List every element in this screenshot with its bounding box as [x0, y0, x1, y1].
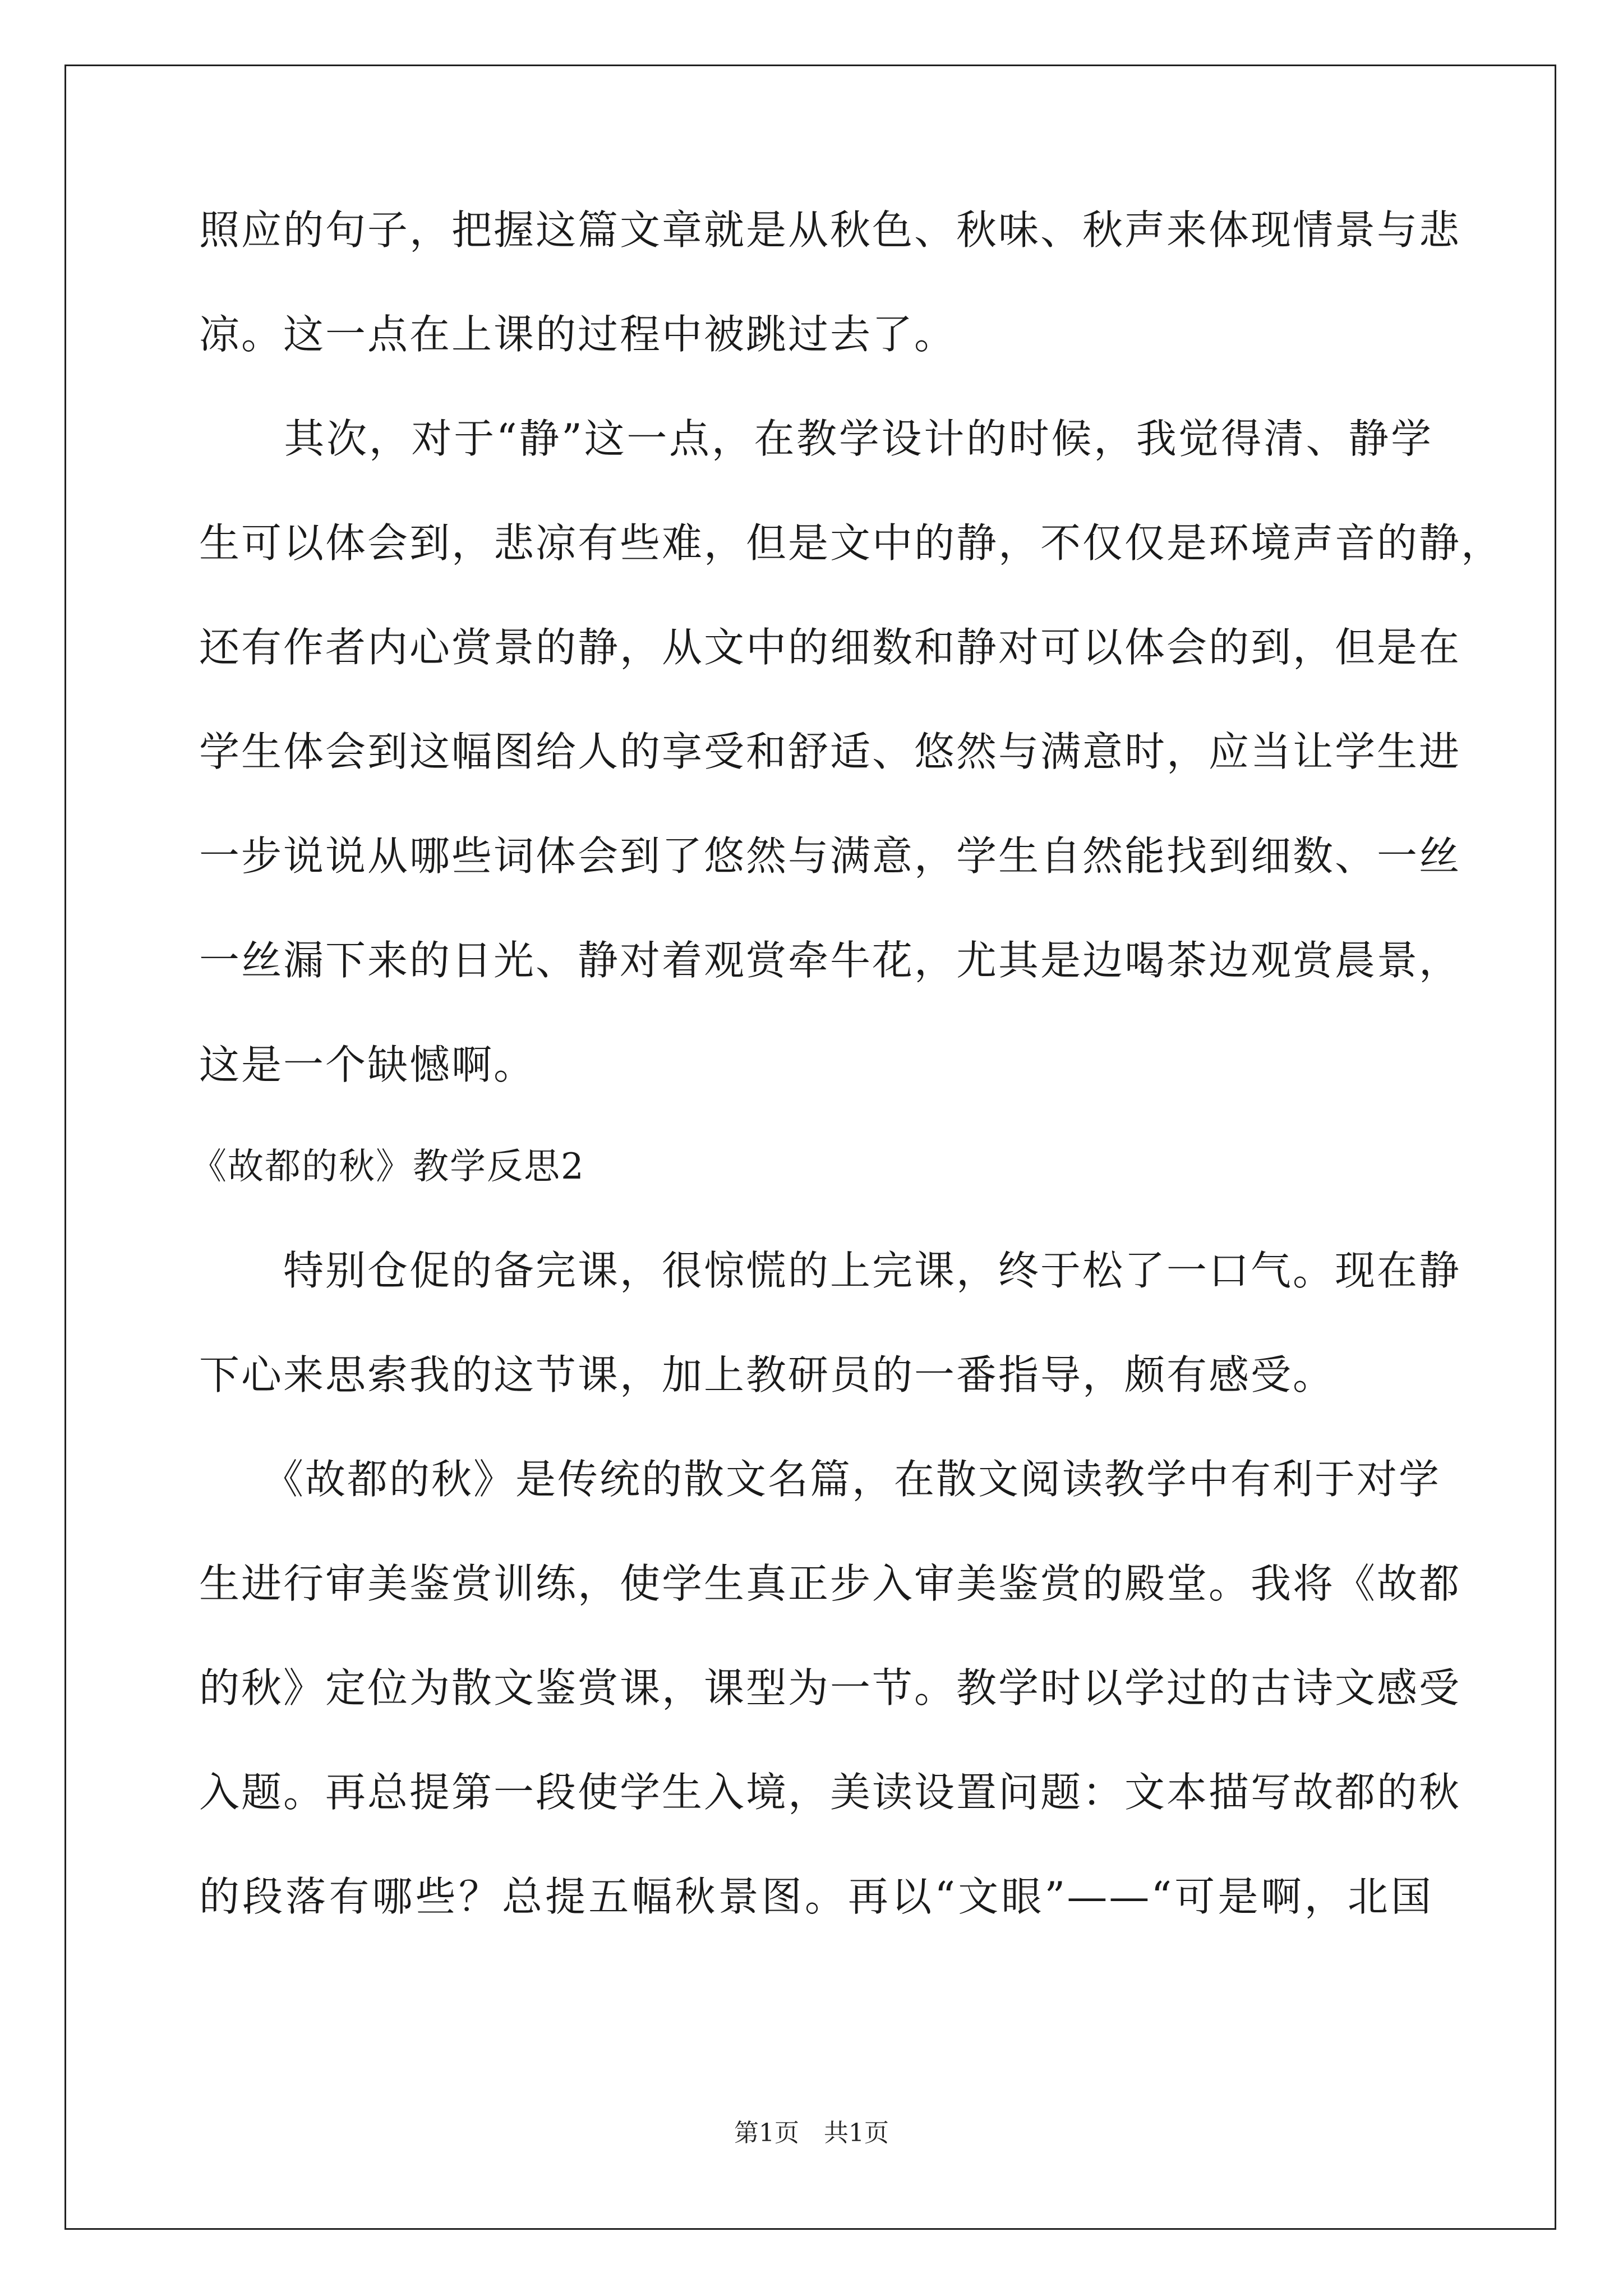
text-line: 还有作者内心赏景的静，从文中的细数和静对可以体会的到，但是在: [199, 624, 1461, 671]
text-line: 下心来思索我的这节课，加上教研员的一番指导，颇有感受。: [199, 1351, 1335, 1398]
text-line: 的段落有哪些？总提五幅秋景图。再以“文眼”——“可是啊，北国: [199, 1873, 1433, 1920]
text-line: 生可以体会到，悲凉有些难，但是文中的静，不仅仅是环境声音的静，: [199, 519, 1504, 567]
text-line: 这是一个缺憾啊。: [199, 1041, 536, 1088]
text-line: 一丝漏下来的日光、静对着观赏牵牛花，尤其是边喝茶边观赏晨景，: [199, 937, 1461, 984]
text-line: 入题。再总提第一段使学生入境，美读设置问题：文本描写故都的秋: [199, 1769, 1461, 1816]
text-line: 学生体会到这幅图给人的享受和舒适、悠然与满意时，应当让学生进: [199, 728, 1461, 775]
text-line: 其次，对于“静”这一点，在教学设计的时候，我觉得清、静学: [199, 415, 1433, 462]
text-line: 生进行审美鉴赏训练，使学生真正步入审美鉴赏的殿堂。我将《故都: [199, 1560, 1461, 1607]
text-line: 照应的句子，把握这篇文章就是从秋色、秋味、秋声来体现情景与悲: [199, 206, 1461, 254]
text-line: 的秋》定位为散文鉴赏课，课型为一节。教学时以学过的古诗文感受: [199, 1664, 1461, 1711]
page-footer: 第1页 共1页: [734, 2119, 889, 2147]
text-line: 一步说说从哪些词体会到了悠然与满意，学生自然能找到细数、一丝: [199, 832, 1461, 880]
text-line: 特别仓促的备完课，很惊慌的上完课，终于松了一口气。现在静: [199, 1247, 1461, 1294]
text-line: 凉。这一点在上课的过程中被跳过去了。: [199, 311, 957, 358]
text-line: 《故都的秋》是传统的散文名篇，在散文阅读教学中有利于对学: [199, 1456, 1441, 1503]
section-heading: 《故都的秋》教学反思2: [191, 1146, 585, 1188]
